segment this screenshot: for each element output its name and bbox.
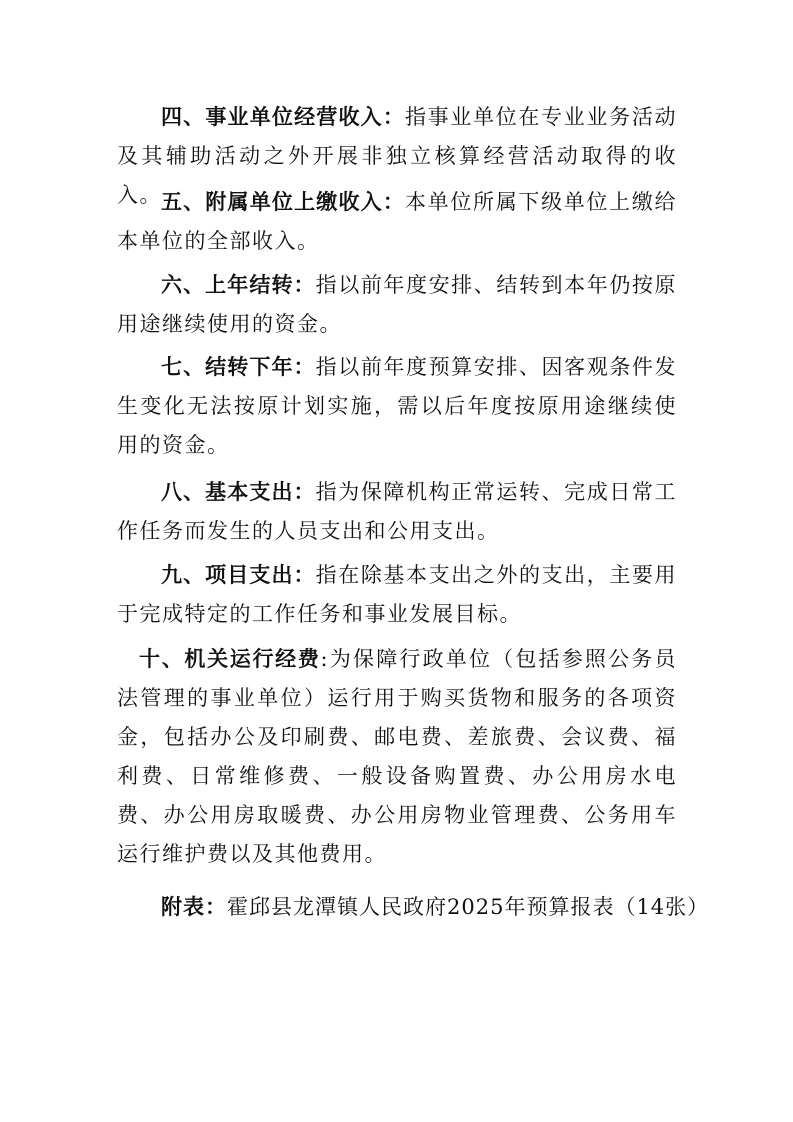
appendix-text: 霍邱县龙潭镇人民政府2025年预算报表（14张） [227,895,710,919]
definition-term: 八、基本支出： [161,480,316,504]
definition-body: 指为保障机构正常运转、完成日常工作任务而发生的人员支出和公用支出。 [117,480,678,543]
definition-basic-expenditure [117,473,677,551]
definition-term: 五、附属单位上缴收入： [161,190,405,214]
definition-body: 指在除基本支出之外的支出，主要用于完成特定的工作任务和事业发展目标。 [117,563,678,626]
definition-body: 指以前年度安排、结转到本年仍按原用途继续使用的资金。 [117,273,678,336]
definition-body: :为保障行政单位（包括参照公务员法管理的事业单位）运行用于购买货物和服务的各项资金，包括办公及印刷费、邮电费、差旅费、会议费、福利费、日常维修费、一般设备购置费、办公用房水电费、办公用房取暖费、办公用房物业管理费、公务用车运行维护费以及其他费用。 [117,647,678,866]
definition-operating-funds [117,640,677,874]
appendix-label: 附表： [161,895,227,919]
definition-next-year-carryover [117,348,677,465]
definition-term: 六、上年结转： [161,273,316,297]
definition-term: 九、项目支出： [161,563,316,587]
definition-prior-year-carryover [117,266,677,344]
appendix-note [161,888,709,927]
definition-body: 指以前年度预算安排、因客观条件发生变化无法按原计划实施，需以后年度按原用途继续使用的资金。 [117,355,678,457]
definition-term: 四、事业单位经营收入： [161,105,405,129]
definition-body: 指事业单位在专业业务活动及其辅助活动之外开展非独立核算经营活动取得的收入。 [117,105,677,207]
definition-body: 本单位所属下级单位上缴给本单位的全部收入。 [117,190,677,253]
definition-subsidiary-income [117,183,677,261]
definition-term: 十、机关运行经费 [139,647,321,671]
definition-project-expenditure [117,556,677,634]
definition-term: 七、结转下年： [161,355,316,379]
